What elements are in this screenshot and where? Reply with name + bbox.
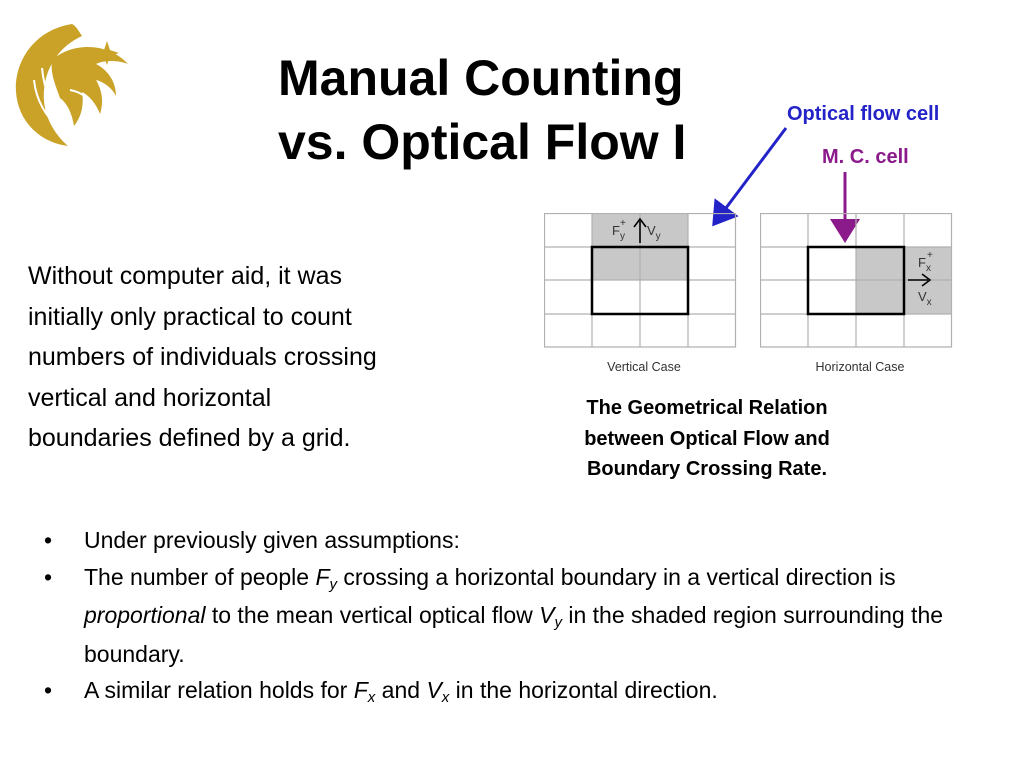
horizontal-case-label: Horizontal Case: [815, 360, 905, 374]
intro-line: vertical and horizontal: [28, 383, 272, 412]
intro-line: numbers of individuals crossing: [28, 343, 377, 371]
title-line-1: Manual Counting: [278, 50, 684, 106]
caption-line: Boundary Crossing Rate.: [586, 458, 828, 480]
fx-label: F: [918, 255, 926, 270]
vy-sub: y: [655, 231, 661, 242]
fy-label: F: [612, 223, 620, 238]
intro-line: initially only practical to count: [28, 302, 352, 331]
figure-caption: [582, 393, 832, 485]
fx-sub: x: [925, 263, 931, 274]
intro-line: boundaries defined by a grid.: [28, 424, 351, 452]
intro-line: Without computer aid, it was: [28, 262, 343, 290]
pegasus-logo-icon: [12, 20, 140, 148]
bullet-list: [44, 525, 1004, 720]
intro-paragraph: [28, 256, 518, 459]
slide-title: [278, 46, 758, 174]
fy-sub: y: [619, 231, 625, 242]
vy-label: V: [647, 223, 656, 238]
bullet-item: • Under previously given assumptions:: [44, 525, 1004, 556]
vx-label: V: [918, 289, 927, 304]
fx-plus: +: [927, 250, 933, 261]
title-line-2: vs. Optical Flow I: [278, 114, 687, 170]
optical-flow-cell-label: Optical flow cell: [787, 103, 940, 125]
caption-line: between Optical Flow and: [584, 427, 830, 450]
caption-line: The Geometrical Relation: [586, 397, 828, 419]
fy-plus: +: [620, 218, 626, 229]
vertical-case-label: Vertical Case: [607, 360, 681, 374]
bullet-item: • A similar relation holds for $F_x$ and $V_x$ in the horizontal direction.: [44, 675, 1004, 714]
vertical-case-diagram: [544, 213, 740, 379]
mc-cell-label: M. C. cell: [822, 146, 909, 168]
horizontal-case-diagram: [760, 213, 956, 379]
bullet-item: • The number of people $F_y$ crossing a horizontal boundary in a vertical direction is proportional to the mean vertical optical flow $V_y$ in the shaded region surrounding the boundary.: [44, 562, 1004, 670]
vx-sub: x: [926, 297, 932, 308]
